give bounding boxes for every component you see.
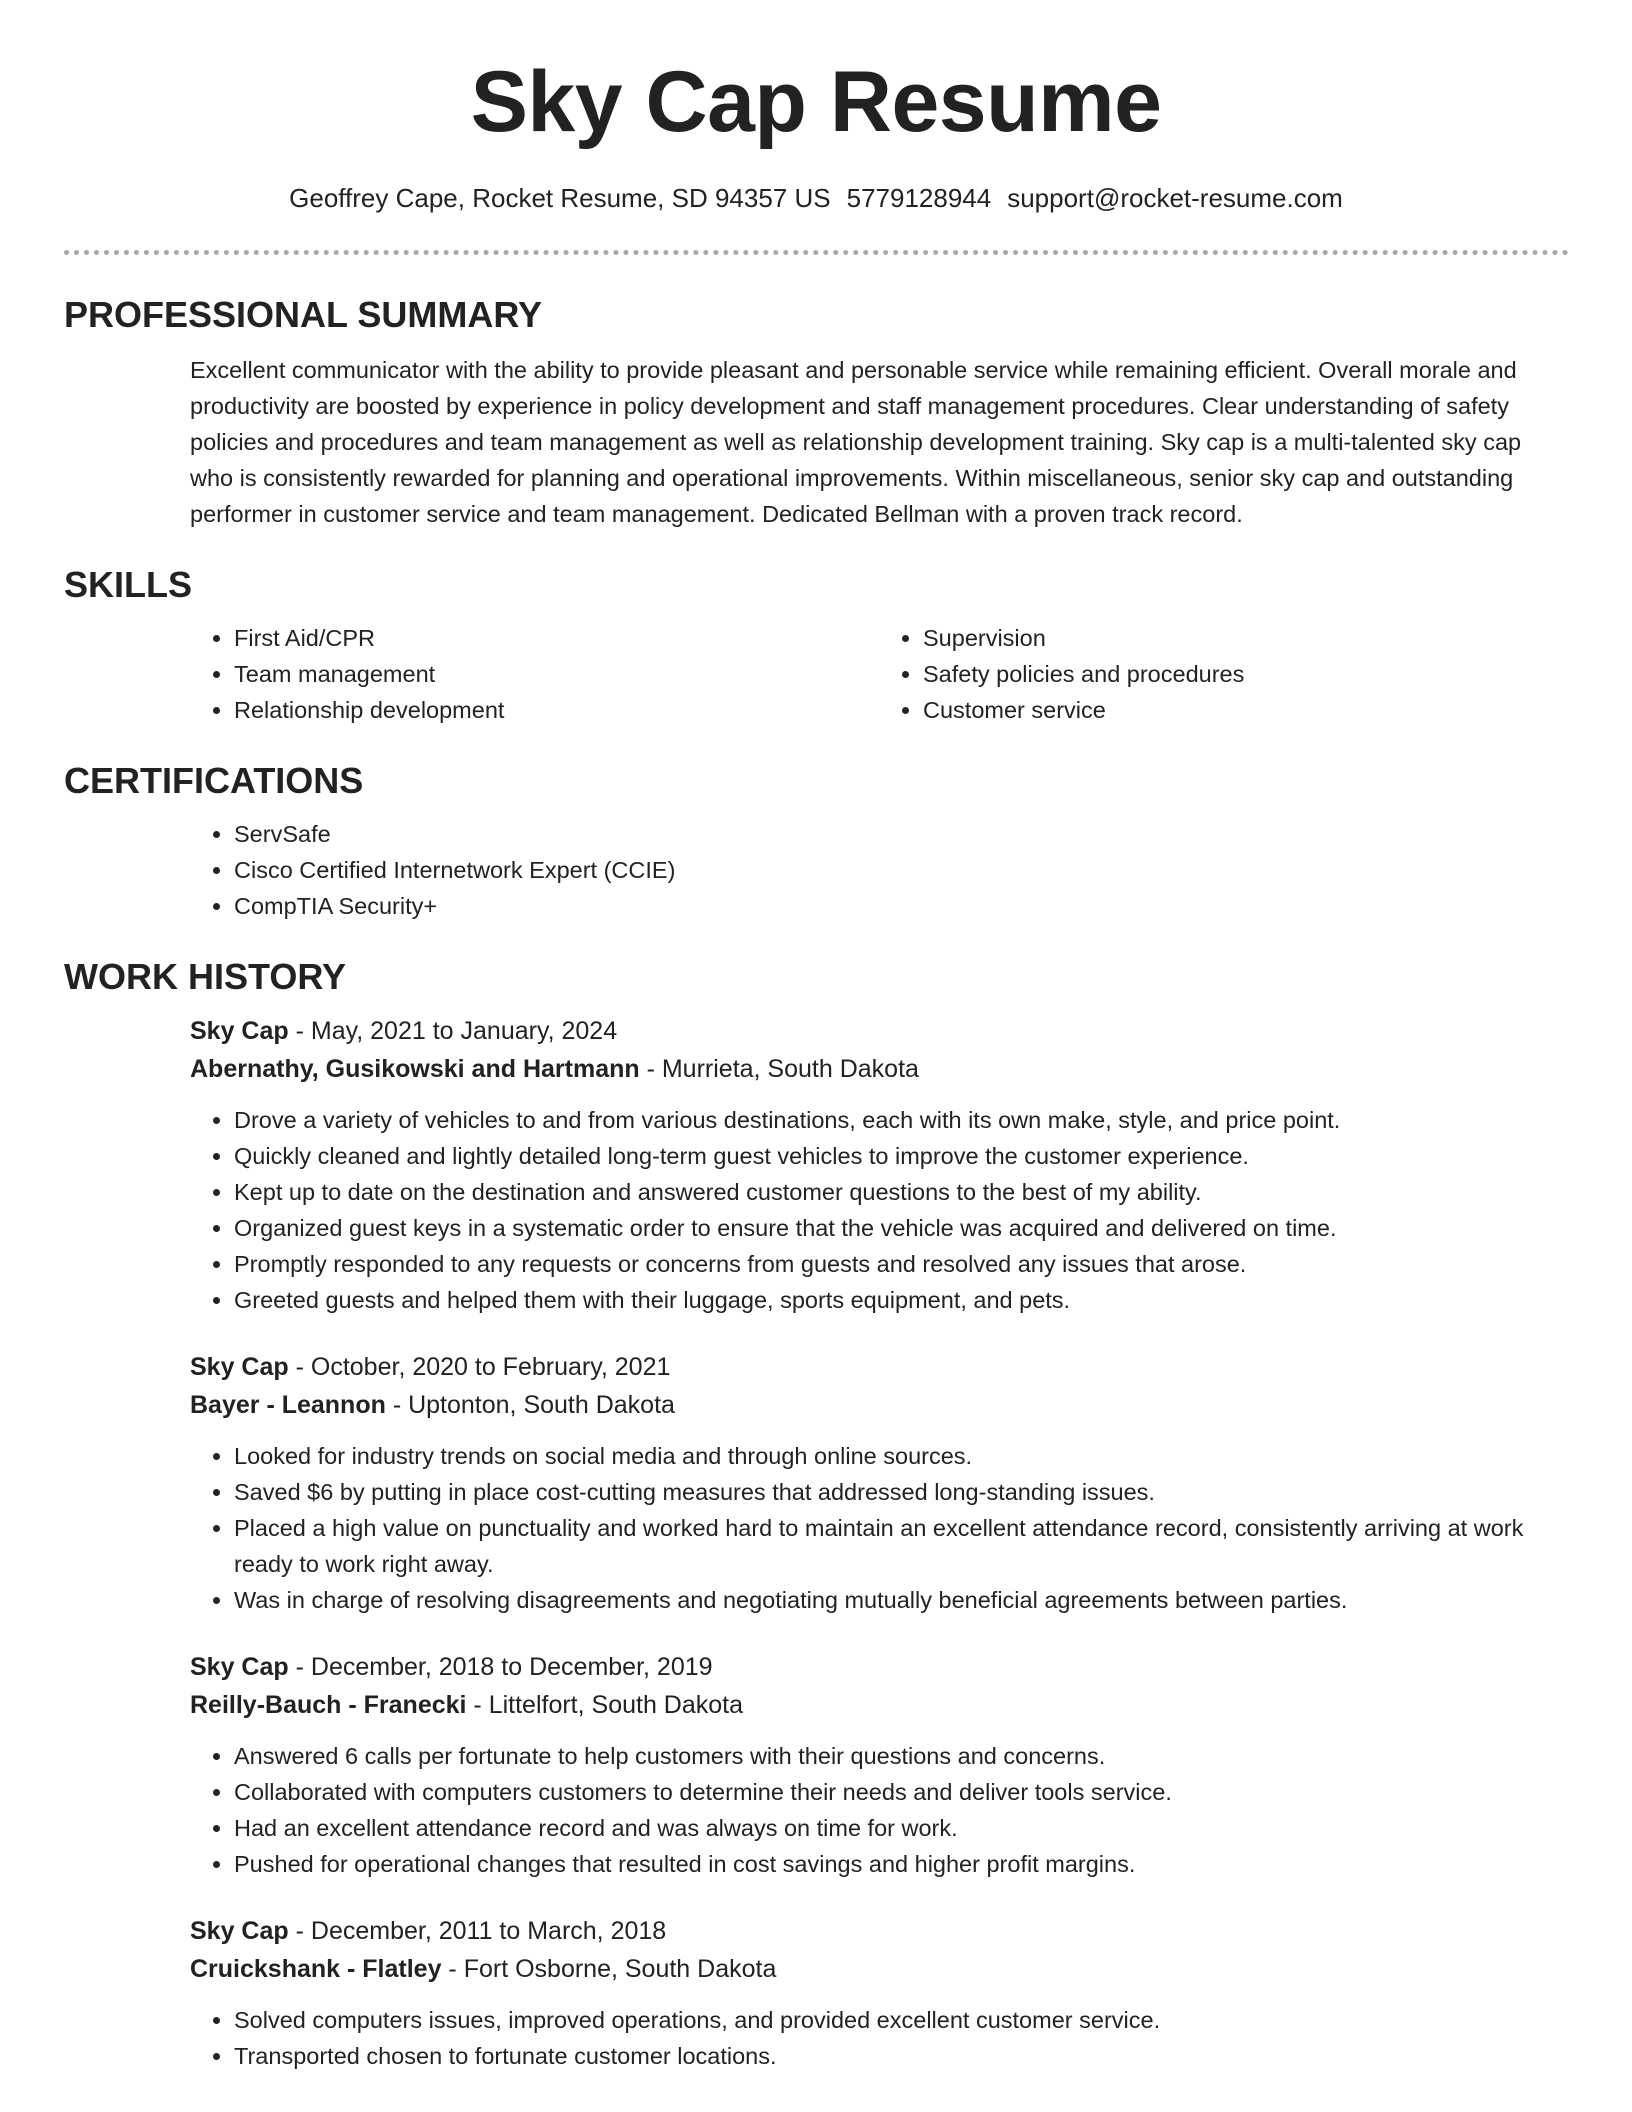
job-location: - Fort Osborne, South Dakota	[441, 1955, 777, 1983]
job-title-line	[190, 1012, 1568, 1050]
job-bullet: • Collaborated with computers customers to determine their needs and deliver tools service.	[234, 1774, 1568, 1810]
job-bullet: • Kept up to date on the destination and answered customer questions to the best of my ability.	[234, 1174, 1568, 1210]
skills-list-right	[879, 620, 1568, 728]
contact-line	[0, 180, 1632, 216]
skill-item: • Relationship development	[234, 692, 879, 728]
job-company-line	[190, 1686, 1568, 1724]
certifications-list	[190, 816, 1568, 924]
job-bullet: • Greeted guests and helped them with their luggage, sports equipment, and pets.	[234, 1282, 1568, 1318]
job-entry	[190, 1648, 1568, 1882]
skill-item: • Supervision	[923, 620, 1568, 656]
job-title: Sky Cap	[190, 1353, 289, 1381]
job-bullet: • Was in charge of resolving disagreements and negotiating mutually beneficial agreements between parties.	[234, 1582, 1568, 1618]
job-company: Abernathy, Gusikowski and Hartmann	[190, 1055, 640, 1083]
job-company: Cruickshank - Flatley	[190, 1955, 442, 1983]
summary-text: Excellent communicator with the ability to provide pleasant and personable service while remaining efficient. Overall morale and productivity are boosted by experience in policy development and staff management procedures. Clear understanding of safety policies and procedures and team management as well as relationship development training. Sky cap is a multi-talented sky cap who is consistently rewarded for planning and operational improvements. Within miscellaneous, senior sky cap and outstanding performer in customer service and team management. Dedicated Bellman with a proven track record.	[190, 357, 1522, 527]
job-company-line	[190, 1386, 1568, 1424]
job-bullet: • Drove a variety of vehicles to and from various destinations, each with its own make, style, and price point.	[234, 1102, 1568, 1138]
certification-item: • CompTIA Security+	[234, 888, 1568, 924]
job-dates: - October, 2020 to February, 2021	[288, 1353, 671, 1381]
certification-item: • Cisco Certified Internetwork Expert (CCIE)	[234, 852, 1568, 888]
skill-item: • First Aid/CPR	[234, 620, 879, 656]
work-history-section	[0, 952, 1632, 2074]
job-title-line	[190, 1648, 1568, 1686]
job-title-line	[190, 1348, 1568, 1386]
certifications-heading: CERTIFICATIONS	[64, 760, 364, 801]
job-title: Sky Cap	[190, 1653, 289, 1681]
resume-content	[0, 290, 1632, 2074]
job-bullet: • Had an excellent attendance record and was always on time for work.	[234, 1810, 1568, 1846]
job-company: Reilly-Bauch - Franecki	[190, 1691, 467, 1719]
job-title: Sky Cap	[190, 1917, 289, 1945]
job-bullet: • Solved computers issues, improved operations, and provided excellent customer service.	[234, 2002, 1568, 2038]
job-company-line	[190, 1050, 1568, 1088]
job-bullet: • Organized guest keys in a systematic order to ensure that the vehicle was acquired and delivered on time.	[234, 1210, 1568, 1246]
skills-list-left	[190, 620, 879, 728]
job-bullets	[190, 1738, 1568, 1882]
resume-title: Sky Cap Resume	[470, 54, 1162, 150]
job-dates: - December, 2011 to March, 2018	[288, 1917, 667, 1945]
job-company-line	[190, 1950, 1568, 1988]
skill-item: • Safety policies and procedures	[923, 656, 1568, 692]
skill-item: • Customer service	[923, 692, 1568, 728]
skill-item: • Team management	[234, 656, 879, 692]
job-bullet: • Placed a high value on punctuality and worked hard to maintain an excellent attendance record, consistently arriving at work ready to work right away.	[234, 1510, 1568, 1582]
contact-phone: 5779128944	[846, 183, 992, 213]
job-bullet: • Pushed for operational changes that resulted in cost savings and higher profit margins.	[234, 1846, 1568, 1882]
job-bullets	[190, 2002, 1568, 2074]
work-history-heading: WORK HISTORY	[64, 956, 347, 997]
job-bullets	[190, 1102, 1568, 1318]
skills-heading: SKILLS	[64, 564, 193, 605]
summary-heading: PROFESSIONAL SUMMARY	[64, 294, 543, 335]
job-entry	[190, 1912, 1568, 2074]
job-title: Sky Cap	[190, 1017, 289, 1045]
contact-email: support@rocket-resume.com	[1007, 183, 1343, 213]
job-bullet: • Quickly cleaned and lightly detailed long-term guest vehicles to improve the customer experience.	[234, 1138, 1568, 1174]
job-title-line	[190, 1912, 1568, 1950]
header-divider	[64, 250, 1569, 255]
job-bullet: • Transported chosen to fortunate customer locations.	[234, 2038, 1568, 2074]
job-entry	[190, 1348, 1568, 1618]
job-bullet: • Saved $6 by putting in place cost-cutting measures that addressed long-standing issues.	[234, 1474, 1568, 1510]
job-location: - Uptonton, South Dakota	[385, 1391, 675, 1419]
job-bullet: • Answered 6 calls per fortunate to help customers with their questions and concerns.	[234, 1738, 1568, 1774]
job-bullets	[190, 1438, 1568, 1618]
job-location: - Littelfort, South Dakota	[466, 1691, 744, 1719]
certification-item: • ServSafe	[234, 816, 1568, 852]
job-entry	[190, 1012, 1568, 1318]
job-bullet: • Promptly responded to any requests or concerns from guests and resolved any issues that arose.	[234, 1246, 1568, 1282]
certifications-section	[0, 756, 1632, 924]
job-company: Bayer - Leannon	[190, 1391, 386, 1419]
job-dates: - December, 2018 to December, 2019	[288, 1653, 713, 1681]
job-location: - Murrieta, South Dakota	[639, 1055, 919, 1083]
contact-address: Geoffrey Cape, Rocket Resume, SD 94357 US	[289, 183, 831, 213]
skills-section	[0, 560, 1632, 728]
job-bullet: • Looked for industry trends on social media and through online sources.	[234, 1438, 1568, 1474]
job-dates: - May, 2021 to January, 2024	[288, 1017, 618, 1045]
summary-section	[0, 290, 1632, 532]
